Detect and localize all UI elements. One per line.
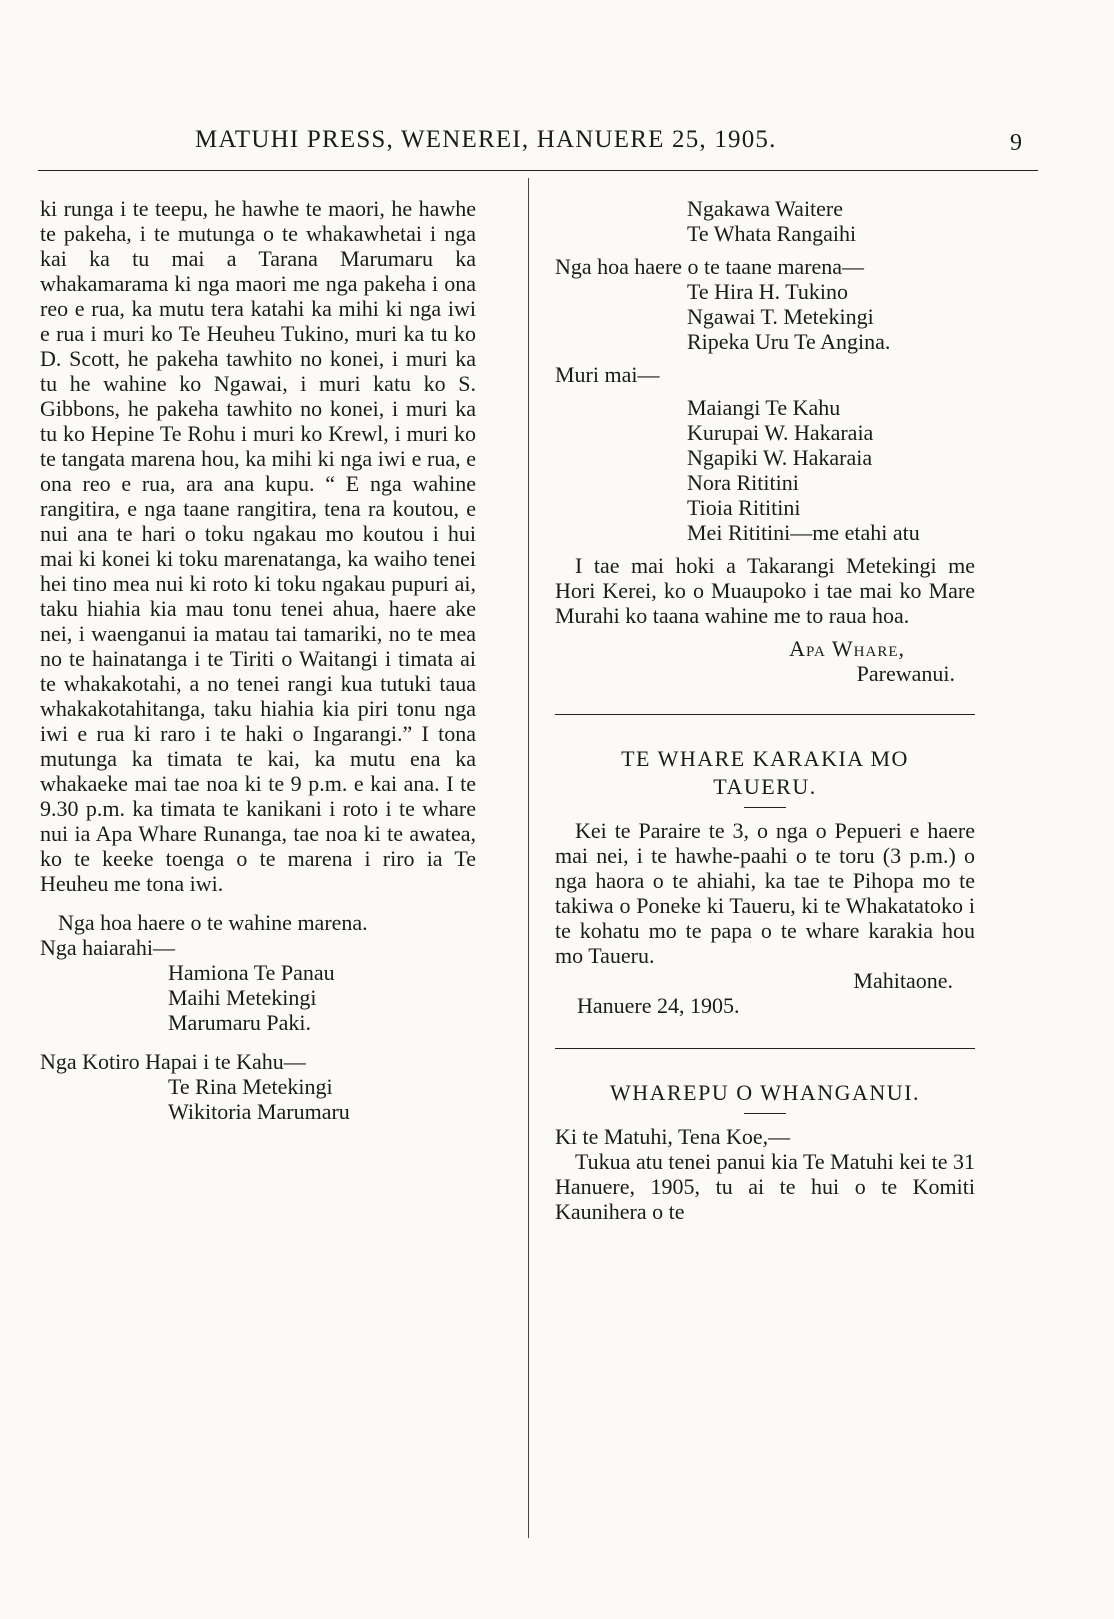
section-signoff: Mahitaone.	[853, 968, 953, 993]
haiarahi-label: Nga haiarahi—	[40, 935, 175, 960]
list-item: Mei Rititini—me etahi atu	[687, 520, 920, 545]
bride-friends-heading: Nga hoa haere o te wahine marena.	[58, 910, 368, 935]
title-rule	[744, 807, 786, 808]
section-title: TAUERU.	[713, 774, 817, 799]
list-item: Ngawai T. Metekingi	[687, 304, 874, 329]
page-number: 9	[1010, 130, 1022, 156]
list-item: Ngakawa Waitere	[687, 196, 844, 221]
list-item: Nora Rititini	[687, 470, 799, 495]
column-divider	[528, 178, 529, 1538]
haiarahi-list	[40, 960, 476, 1035]
list-item: Marumaru Paki.	[168, 1010, 311, 1035]
article-body: ki runga i te teepu, he hawhe te maori, he hawhe te pakeha, i te mutunga o te whakawhetai i nga kai ka tu mai a Tarana Marumaru ka whakamarama ki nga maori me nga pakeha i ona reo e rua, ka mutu tera katahi ka mihi ki nga iwi e rua i muri ko Te Heuheu Tukino, muri ka tu ko D. Scott, he pakeha tawhito no konei, i muri ka tu he wahine ko Ngawai, i muri katu ko S. Gibbons, he pakeha tawhito no konei, i muri ka tu ko Hepine Te Rohu i muri ko Krewl, i muri ko te tangata marena hou, ka mihi ki nga iwi e rua, e ona reo e rua, ara ana kupu. “ E nga wahine rangitira, e nga taane rangitira, tena ra koutou, e nui ana te hari o toku ngakau mo koutou i hui mai ki konei ki toku marenatanga, ka waiho tenei hei tino mea nui ki roto ki toku ngakau pupuri ai, taku hiahia kia mau tonu tenei ahua, haere ake nei, i waenganui ia matau tai tamariki, no te mea no te hainatanga i te Tiriti o Waitangi i timata ai te whakakotahi, a no tenei rangi kua tutuki taua whakakotahitanga, taku hiahia kia piri tonu nga iwi e rua ki raro i te haki o Ingarangi.” I tona mutunga ka timata te kai, ka mutu ena ka whakaeke mai tae noa ki te 9 p.m. e kai ana. I te 9.30 p.m. ka timata te kanikani i roto i te whare nui ia Apa Whare Runanga, tae noa ki te awatea, ko te keeke toenga o te marena i riro ia Te Heuheu me tona iwi.	[40, 196, 476, 896]
closing-paragraph: I tae mai hoki a Takarangi Metekingi me Hori Kerei, ko o Muaupoko i tae mai ko Mare Murahi ko taana wahine me to raua hoa.	[555, 553, 975, 628]
list-item: Te Hira H. Tukino	[687, 279, 849, 304]
left-column	[40, 196, 476, 1124]
right-column	[555, 196, 975, 1224]
list-item: Ripeka Uru Te Angina.	[687, 329, 891, 354]
list-item: Maiangi Te Kahu	[687, 395, 841, 420]
section-date: Hanuere 24, 1905.	[577, 993, 740, 1018]
groom-friends-list	[555, 279, 975, 354]
section-title: WHAREPU O WHANGANUI.	[609, 1080, 921, 1105]
muri-mai-label: Muri mai—	[555, 362, 660, 387]
groom-friends-label: Nga hoa haere o te taane marena—	[555, 254, 865, 279]
top-names-list	[555, 196, 975, 246]
list-item: Te Whata Rangaihi	[687, 221, 857, 246]
title-rule	[744, 1113, 786, 1114]
kotiro-list	[40, 1074, 476, 1124]
list-item: Tioia Rititini	[687, 495, 801, 520]
kotiro-label: Nga Kotiro Hapai i te Kahu—	[40, 1049, 306, 1074]
signature-name: Apa Whare,	[789, 636, 905, 661]
list-item: Wikitoria Marumaru	[168, 1099, 350, 1124]
list-item: Te Rina Metekingi	[168, 1074, 333, 1099]
section-body: Tukua atu tenei panui kia Te Matuhi kei te 31 Hanuere, 1905, tu ai te hui o te Komiti Kaunihera o te	[555, 1149, 975, 1224]
header-rule	[38, 170, 1038, 171]
list-item: Ngapiki W. Hakaraia	[687, 445, 873, 470]
list-item: Kurupai W. Hakaraia	[687, 420, 874, 445]
newspaper-masthead: MATUHI PRESS, WENEREI, HANUERE 25, 1905.	[195, 126, 777, 153]
muri-mai-list	[555, 395, 975, 545]
list-item: Hamiona Te Panau	[168, 960, 335, 985]
letter-salutation: Ki te Matuhi, Tena Koe,—	[555, 1124, 791, 1149]
page-header	[40, 120, 1080, 160]
section-title: TE WHARE KARAKIA MO	[621, 746, 909, 771]
section-body: Kei te Paraire te 3, o nga o Pepueri e haere mai nei, i te hawhe-paahi o te toru (3 p.m.) o nga haora o te ahiahi, ka tae te Pihopa mo te takiwa o Poneke ki Taueru, ki te Whakatatoko i te kohatu mo te papa o te whare karakia hou mo Taueru.	[555, 818, 975, 968]
list-item: Maihi Metekingi	[168, 985, 317, 1010]
signature-place: Parewanui.	[856, 661, 955, 686]
